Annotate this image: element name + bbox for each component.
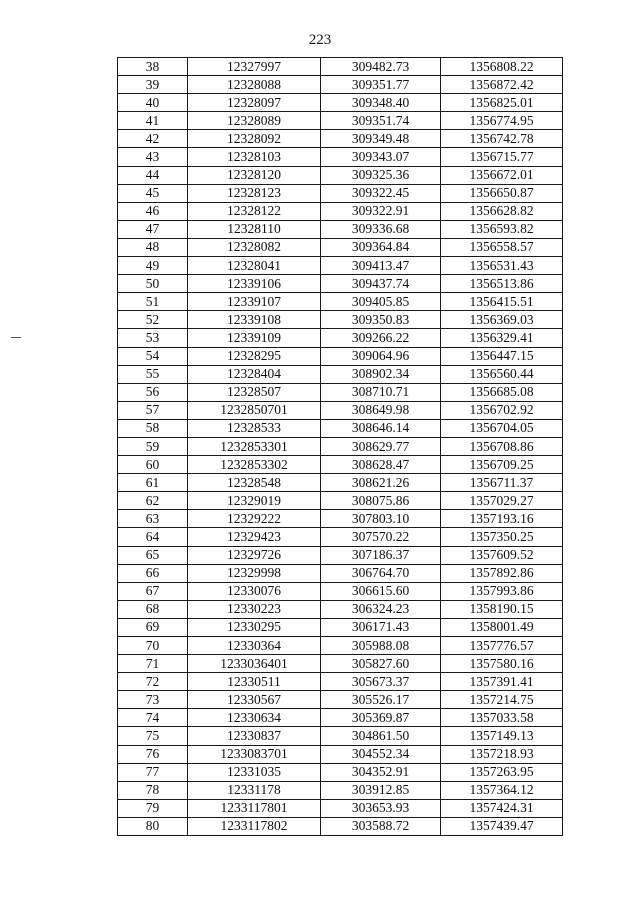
point-code-cell: 12329726 (188, 546, 321, 564)
y-coordinate-cell: 1356593.82 (441, 220, 563, 238)
point-number-cell: 65 (118, 546, 188, 564)
table-row (118, 311, 563, 329)
point-code-cell: 12329222 (188, 510, 321, 528)
y-coordinate-cell: 1357364.12 (441, 781, 563, 799)
table-row (118, 492, 563, 510)
x-coordinate-cell: 309322.91 (321, 202, 441, 220)
point-number-cell: 50 (118, 275, 188, 293)
x-coordinate-cell: 305988.08 (321, 637, 441, 655)
table-row (118, 94, 563, 112)
table-row (118, 437, 563, 455)
page-number: 223 (308, 32, 332, 48)
table-row (118, 58, 563, 76)
point-code-cell: 12329423 (188, 528, 321, 546)
x-coordinate-cell: 305827.60 (321, 655, 441, 673)
point-code-cell: 12330837 (188, 727, 321, 745)
point-code-cell: 12330076 (188, 582, 321, 600)
table-row (118, 365, 563, 383)
point-code-cell: 12328507 (188, 383, 321, 401)
point-number-cell: 77 (118, 763, 188, 781)
point-number-cell: 63 (118, 510, 188, 528)
point-number-cell: 74 (118, 709, 188, 727)
y-coordinate-cell: 1356685.08 (441, 383, 563, 401)
point-code-cell: 12330295 (188, 618, 321, 636)
point-number-cell: 53 (118, 329, 188, 347)
point-number-cell: 71 (118, 655, 188, 673)
table-row (118, 257, 563, 275)
x-coordinate-cell: 306615.60 (321, 582, 441, 600)
y-coordinate-cell: 1356825.01 (441, 94, 563, 112)
point-code-cell: 12328404 (188, 365, 321, 383)
point-number-cell: 66 (118, 564, 188, 582)
table-row (118, 817, 563, 835)
y-coordinate-cell: 1357149.13 (441, 727, 563, 745)
y-coordinate-cell: 1356808.22 (441, 58, 563, 76)
y-coordinate-cell: 1357218.93 (441, 745, 563, 763)
table-row (118, 456, 563, 474)
point-code-cell: 12328122 (188, 202, 321, 220)
point-number-cell: 40 (118, 94, 188, 112)
point-code-cell: 12339106 (188, 275, 321, 293)
point-code-cell: 12330511 (188, 673, 321, 691)
table-row (118, 419, 563, 437)
table-row (118, 582, 563, 600)
table-row (118, 546, 563, 564)
x-coordinate-cell: 306171.43 (321, 618, 441, 636)
x-coordinate-cell: 309349.48 (321, 130, 441, 148)
point-code-cell: 12328123 (188, 184, 321, 202)
x-coordinate-cell: 308075.86 (321, 492, 441, 510)
table-row (118, 763, 563, 781)
point-number-cell: 61 (118, 474, 188, 492)
point-code-cell: 12328120 (188, 166, 321, 184)
point-code-cell: 12328082 (188, 238, 321, 256)
point-code-cell: 12329019 (188, 492, 321, 510)
point-code-cell: 12329998 (188, 564, 321, 582)
y-coordinate-cell: 1358190.15 (441, 600, 563, 618)
y-coordinate-cell: 1357609.52 (441, 546, 563, 564)
table-row (118, 383, 563, 401)
coordinates-table-body (118, 58, 563, 836)
point-number-cell: 72 (118, 673, 188, 691)
table-row (118, 76, 563, 94)
point-number-cell: 48 (118, 238, 188, 256)
x-coordinate-cell: 308710.71 (321, 383, 441, 401)
table-row (118, 618, 563, 636)
table-row (118, 528, 563, 546)
x-coordinate-cell: 309336.68 (321, 220, 441, 238)
table-row (118, 329, 563, 347)
point-code-cell: 12331178 (188, 781, 321, 799)
x-coordinate-cell: 309413.47 (321, 257, 441, 275)
point-code-cell: 12328088 (188, 76, 321, 94)
point-code-cell: 12330567 (188, 691, 321, 709)
x-coordinate-cell: 304352.91 (321, 763, 441, 781)
y-coordinate-cell: 1357350.25 (441, 528, 563, 546)
x-coordinate-cell: 309064.96 (321, 347, 441, 365)
table-row (118, 220, 563, 238)
point-code-cell: 12328103 (188, 148, 321, 166)
point-number-cell: 68 (118, 600, 188, 618)
point-code-cell: 12328092 (188, 130, 321, 148)
table-row (118, 600, 563, 618)
point-number-cell: 58 (118, 419, 188, 437)
table-row (118, 637, 563, 655)
table-row (118, 130, 563, 148)
point-number-cell: 69 (118, 618, 188, 636)
table-row (118, 347, 563, 365)
point-number-cell: 60 (118, 456, 188, 474)
y-coordinate-cell: 1357214.75 (441, 691, 563, 709)
x-coordinate-cell: 309343.07 (321, 148, 441, 166)
point-number-cell: 41 (118, 112, 188, 130)
point-number-cell: 78 (118, 781, 188, 799)
x-coordinate-cell: 309322.45 (321, 184, 441, 202)
point-number-cell: 76 (118, 745, 188, 763)
y-coordinate-cell: 1356650.87 (441, 184, 563, 202)
y-coordinate-cell: 1357439.47 (441, 817, 563, 835)
table-row (118, 781, 563, 799)
x-coordinate-cell: 309351.74 (321, 112, 441, 130)
point-code-cell: 12328110 (188, 220, 321, 238)
table-row (118, 745, 563, 763)
point-code-cell: 12328097 (188, 94, 321, 112)
x-coordinate-cell: 308646.14 (321, 419, 441, 437)
x-coordinate-cell: 305673.37 (321, 673, 441, 691)
point-number-cell: 73 (118, 691, 188, 709)
y-coordinate-cell: 1356709.25 (441, 456, 563, 474)
y-coordinate-cell: 1357993.86 (441, 582, 563, 600)
y-coordinate-cell: 1356774.95 (441, 112, 563, 130)
y-coordinate-cell: 1357892.86 (441, 564, 563, 582)
table-row (118, 238, 563, 256)
point-number-cell: 80 (118, 817, 188, 835)
point-number-cell: 59 (118, 437, 188, 455)
point-code-cell: 12330223 (188, 600, 321, 618)
y-coordinate-cell: 1356702.92 (441, 401, 563, 419)
point-number-cell: 62 (118, 492, 188, 510)
y-coordinate-cell: 1356560.44 (441, 365, 563, 383)
y-coordinate-cell: 1357033.58 (441, 709, 563, 727)
y-coordinate-cell: 1356715.77 (441, 148, 563, 166)
x-coordinate-cell: 307803.10 (321, 510, 441, 528)
y-coordinate-cell: 1356872.42 (441, 76, 563, 94)
y-coordinate-cell: 1357263.95 (441, 763, 563, 781)
point-number-cell: 44 (118, 166, 188, 184)
table-row (118, 184, 563, 202)
x-coordinate-cell: 308649.98 (321, 401, 441, 419)
x-coordinate-cell: 309350.83 (321, 311, 441, 329)
y-coordinate-cell: 1356531.43 (441, 257, 563, 275)
table-row (118, 275, 563, 293)
point-code-cell: 1232853302 (188, 456, 321, 474)
point-number-cell: 52 (118, 311, 188, 329)
x-coordinate-cell: 309364.84 (321, 238, 441, 256)
y-coordinate-cell: 1356711.37 (441, 474, 563, 492)
y-coordinate-cell: 1356628.82 (441, 202, 563, 220)
table-row (118, 510, 563, 528)
x-coordinate-cell: 309348.40 (321, 94, 441, 112)
point-number-cell: 55 (118, 365, 188, 383)
point-number-cell: 75 (118, 727, 188, 745)
x-coordinate-cell: 304861.50 (321, 727, 441, 745)
point-code-cell: 12339107 (188, 293, 321, 311)
y-coordinate-cell: 1356558.57 (441, 238, 563, 256)
point-number-cell: 70 (118, 637, 188, 655)
table-row (118, 293, 563, 311)
point-code-cell: 12339108 (188, 311, 321, 329)
table-row (118, 727, 563, 745)
y-coordinate-cell: 1357776.57 (441, 637, 563, 655)
x-coordinate-cell: 303912.85 (321, 781, 441, 799)
x-coordinate-cell: 305526.17 (321, 691, 441, 709)
table-row (118, 166, 563, 184)
y-coordinate-cell: 1356447.15 (441, 347, 563, 365)
y-coordinate-cell: 1356704.05 (441, 419, 563, 437)
point-number-cell: 43 (118, 148, 188, 166)
x-coordinate-cell: 309437.74 (321, 275, 441, 293)
x-coordinate-cell: 306324.23 (321, 600, 441, 618)
point-code-cell: 12328533 (188, 419, 321, 437)
y-coordinate-cell: 1356742.78 (441, 130, 563, 148)
y-coordinate-cell: 1356415.51 (441, 293, 563, 311)
point-number-cell: 51 (118, 293, 188, 311)
point-number-cell: 38 (118, 58, 188, 76)
point-number-cell: 49 (118, 257, 188, 275)
x-coordinate-cell: 309325.36 (321, 166, 441, 184)
table-row (118, 673, 563, 691)
y-coordinate-cell: 1356708.86 (441, 437, 563, 455)
x-coordinate-cell: 309266.22 (321, 329, 441, 347)
y-coordinate-cell: 1356672.01 (441, 166, 563, 184)
point-code-cell: 12330364 (188, 637, 321, 655)
point-number-cell: 56 (118, 383, 188, 401)
y-coordinate-cell: 1357580.16 (441, 655, 563, 673)
table-row (118, 401, 563, 419)
point-number-cell: 57 (118, 401, 188, 419)
y-coordinate-cell: 1357193.16 (441, 510, 563, 528)
x-coordinate-cell: 307570.22 (321, 528, 441, 546)
point-code-cell: 1233117802 (188, 817, 321, 835)
point-code-cell: 12331035 (188, 763, 321, 781)
y-coordinate-cell: 1358001.49 (441, 618, 563, 636)
table-row (118, 202, 563, 220)
point-number-cell: 42 (118, 130, 188, 148)
x-coordinate-cell: 308621.26 (321, 474, 441, 492)
table-row (118, 148, 563, 166)
x-coordinate-cell: 306764.70 (321, 564, 441, 582)
point-number-cell: 46 (118, 202, 188, 220)
x-coordinate-cell: 308628.47 (321, 456, 441, 474)
table-row (118, 709, 563, 727)
table-row (118, 691, 563, 709)
point-number-cell: 54 (118, 347, 188, 365)
margin-mark (11, 337, 21, 338)
point-code-cell: 1232853301 (188, 437, 321, 455)
point-code-cell: 1233036401 (188, 655, 321, 673)
point-code-cell: 12330634 (188, 709, 321, 727)
x-coordinate-cell: 307186.37 (321, 546, 441, 564)
point-code-cell: 12328548 (188, 474, 321, 492)
x-coordinate-cell: 305369.87 (321, 709, 441, 727)
point-number-cell: 67 (118, 582, 188, 600)
point-code-cell: 12327997 (188, 58, 321, 76)
point-number-cell: 64 (118, 528, 188, 546)
table-row (118, 655, 563, 673)
y-coordinate-cell: 1357424.31 (441, 799, 563, 817)
point-number-cell: 79 (118, 799, 188, 817)
x-coordinate-cell: 309405.85 (321, 293, 441, 311)
x-coordinate-cell: 309482.73 (321, 58, 441, 76)
point-number-cell: 39 (118, 76, 188, 94)
x-coordinate-cell: 308902.34 (321, 365, 441, 383)
x-coordinate-cell: 309351.77 (321, 76, 441, 94)
table-row (118, 799, 563, 817)
point-number-cell: 45 (118, 184, 188, 202)
x-coordinate-cell: 303653.93 (321, 799, 441, 817)
table-row (118, 474, 563, 492)
table-row (118, 112, 563, 130)
point-code-cell: 12328041 (188, 257, 321, 275)
x-coordinate-cell: 308629.77 (321, 437, 441, 455)
x-coordinate-cell: 303588.72 (321, 817, 441, 835)
y-coordinate-cell: 1356329.41 (441, 329, 563, 347)
point-code-cell: 12339109 (188, 329, 321, 347)
point-code-cell: 1233117801 (188, 799, 321, 817)
point-code-cell: 12328295 (188, 347, 321, 365)
point-code-cell: 1232850701 (188, 401, 321, 419)
point-code-cell: 12328089 (188, 112, 321, 130)
x-coordinate-cell: 304552.34 (321, 745, 441, 763)
y-coordinate-cell: 1356369.03 (441, 311, 563, 329)
point-code-cell: 1233083701 (188, 745, 321, 763)
y-coordinate-cell: 1356513.86 (441, 275, 563, 293)
y-coordinate-cell: 1357029.27 (441, 492, 563, 510)
point-number-cell: 47 (118, 220, 188, 238)
coordinates-table (117, 57, 563, 836)
y-coordinate-cell: 1357391.41 (441, 673, 563, 691)
table-row (118, 564, 563, 582)
